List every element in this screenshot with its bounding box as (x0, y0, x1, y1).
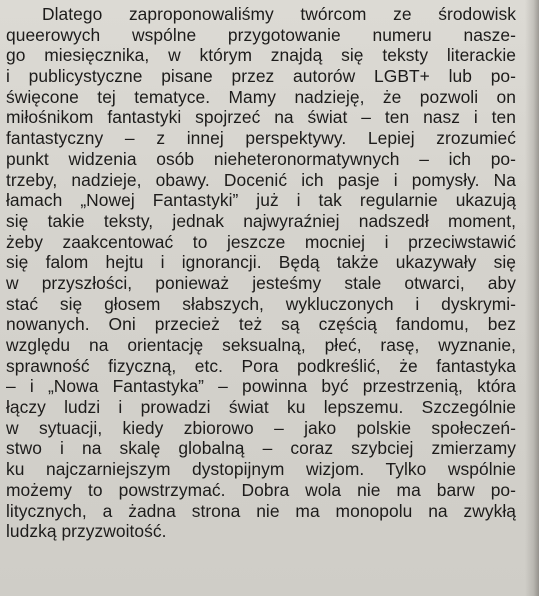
text-line: możemy to powstrzymać. Dobra wola nie ma barw po- (6, 479, 516, 500)
text-line: ludzką przyzwoitość. (6, 521, 167, 542)
page-edge-shadow (525, 0, 539, 596)
text-line: żeby zaakcentować to jeszcze mocniej i przeciwstawić (6, 231, 516, 252)
text-line: miłośnikom fantastyki spojrzeć na świat – ten nasz i ten (6, 107, 516, 128)
text-line: Dlatego zaproponowaliśmy twórcom ze środowisk (42, 4, 516, 24)
text-line: i publicystyczne pisane przez autorów LGBT+ lub po- (6, 66, 516, 87)
text-line: fantastyczny – z innej perspektywy. Lepiej zrozumieć (6, 128, 516, 149)
text-line: się falom hejtu i ignorancji. Będą także ukazywały się (6, 252, 516, 273)
text-line: względu na orientację seksualną, płeć, rasę, wyznanie, (6, 335, 516, 355)
text-line: litycznych, a żadna strona nie ma monopolu na zwykłą (6, 500, 516, 521)
text-line: się takie teksty, jednak najwyraźniej nadszedł moment, (6, 210, 516, 231)
text-line: sprawność fizyczną, etc. Pora podkreślić, że fantastyka (6, 355, 516, 376)
text-line: w przyszłości, ponieważ jesteśmy stale otwarci, aby (6, 272, 516, 293)
text-line: stać się głosem słabszych, wykluczonych i dyskrymi- (6, 293, 516, 314)
text-line: łączy ludzi i prowadzi świat ku lepszemu. Szczególnie (6, 397, 516, 418)
text-line: nowanych. Oni przecież też są częścią fandomu, bez (6, 314, 516, 335)
text-line: w sytuacji, kiedy zbiorowo – jako polskie społeczeń- (6, 417, 516, 438)
text-line: punkt widzenia osób nieheteronormatywnych – ich po- (6, 148, 516, 169)
text-line: łamach „Nowej Fantastyki” już i tak regularnie ukazują (6, 190, 516, 211)
text-line: święcone tej tematyce. Mamy nadzieję, że pozwoli on (6, 86, 516, 107)
text-line: ku najczarniejszym dystopijnym wizjom. Tylko wspólnie (6, 459, 516, 480)
text-line: stwo i na skalę globalną – coraz szybciej zmierzamy (6, 438, 516, 459)
text-line: trzeby, nadzieje, obawy. Docenić ich pasje i pomysły. Na (6, 169, 516, 190)
text-line: go miesięcznika, w którym znajdą się teksty literackie (6, 45, 516, 66)
article-body (6, 4, 516, 542)
text-line: – i „Nowa Fantastyka” – powinna być przestrzenią, która (6, 376, 516, 397)
text-line: queerowych wspólne przygotowanie numeru nasze- (6, 24, 516, 45)
